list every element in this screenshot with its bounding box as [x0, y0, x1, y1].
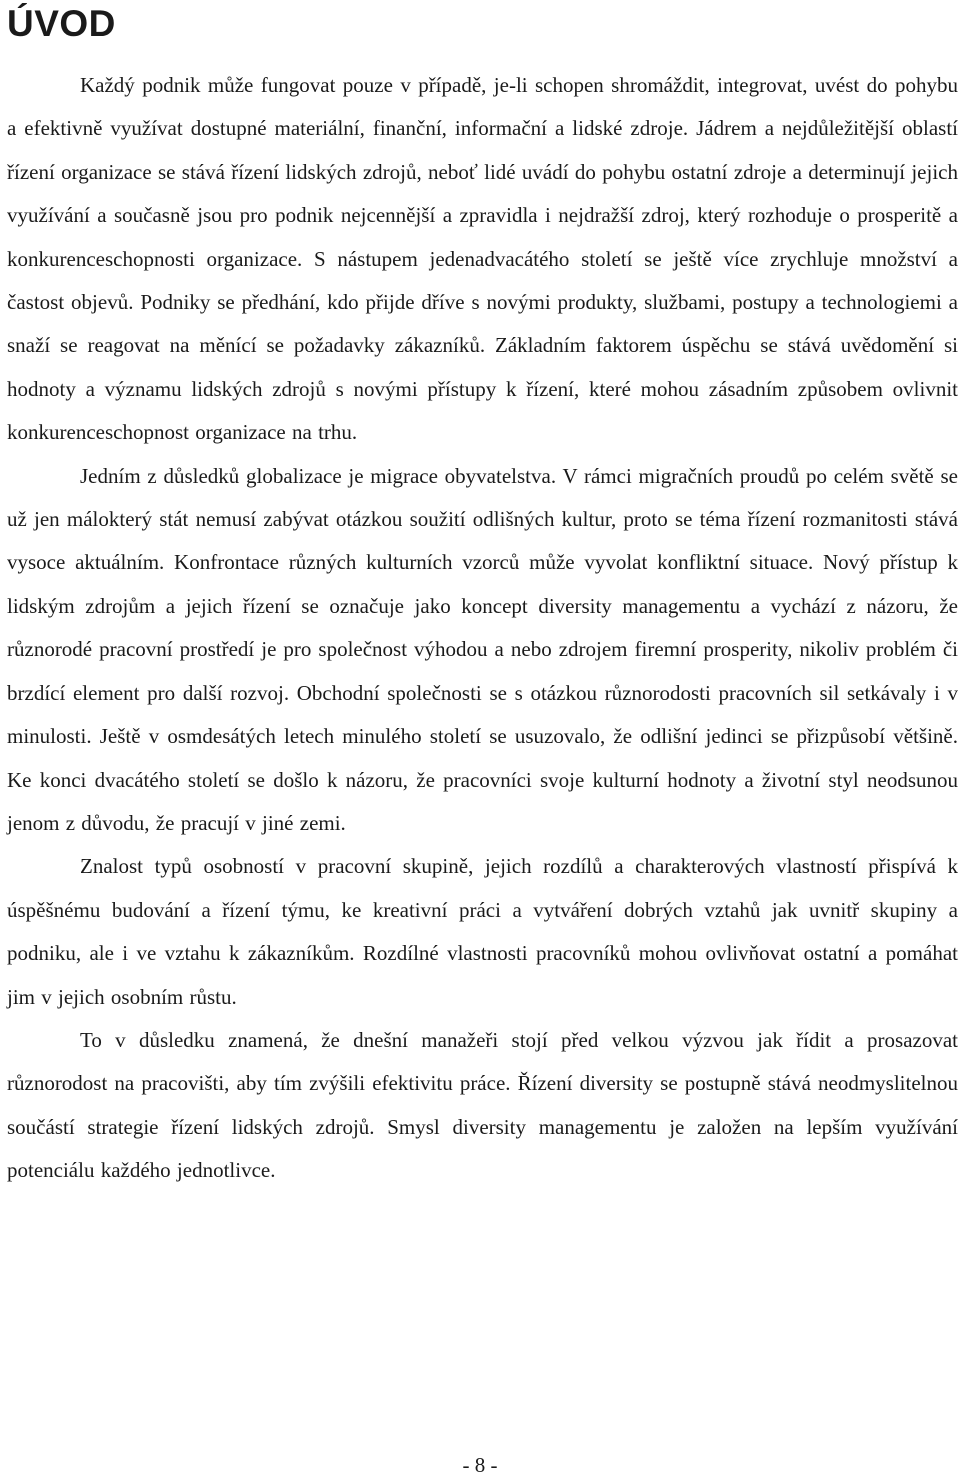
paragraph-2: Jedním z důsledků globalizace je migrace obyvatelstva. V rámci migračních proudů po celém světě se už jen málokterý stát nemusí zabývat otázkou soužití odlišných kultur, proto se téma řízení rozmanitosti stává vysoce aktuálním. Konfrontace různých kulturních vzorců může vyvolat konfliktní situace. Nový přístup k lidským zdrojům a jejich řízení se označuje jako koncept diversity managementu a vychází z názoru, že různorodé pracovní prostředí je pro společnost výhodou a nebo zdrojem firemní prosperity, nikoliv problém či brzdící element pro další rozvoj. Obchodní společnosti se s otázkou různorodosti pracovních sil setkávaly i v minulosti. Ještě v osmdesátých letech minulého století se usuzovalo, že odlišní jedinci se přizpůsobí většině. Ke konci dvacátého století se došlo k názoru, že pracovníci svoje kulturní hodnoty a životní styl neodsunou jenom z důvodu, že pracují v jiné zemi. — [7, 463, 958, 835]
section-heading: ÚVOD — [7, 3, 116, 44]
paragraph-3: Znalost typů osobností v pracovní skupině, jejich rozdílů a charakterových vlastností přispívá k úspěšnému budování a řízení týmu, ke kreativní práci a vytváření dobrých vztahů jak uvnitř skupiny a podniku, ale i ve vztahu k zákazníkům. Rozdílné vlastnosti pracovníků mohou ovlivňovat ostatní a pomáhat jim v jejich osobním růstu. — [7, 854, 958, 1009]
page-number: - 8 - — [462, 1453, 498, 1477]
body-text — [7, 64, 958, 1193]
paragraph-1: Každý podnik může fungovat pouze v případě, je-li schopen shromáždit, integrovat, uvést do pohybu a efektivně využívat dostupné materiální, finanční, informační a lidské zdroje. Jádrem a nejdůležitější oblastí řízení organizace se stává řízení lidských zdrojů, neboť lidé uvádí do pohybu ostatní zdroje a determinují jejich využívání a současně jsou pro podnik nejcennější a zpravidla i nejdražší zdroj, který rozhoduje o prosperitě a konkurenceschopnosti organizace. S nástupem jedenadvacátého století se ještě více zrychluje množství a častost objevů. Podniky se předhání, kdo přijde dříve s novými produkty, službami, postupy a technologiemi a snaží se reagovat na měnící se požadavky zákazníků. Základním faktorem úspěchu se stává uvědomění si hodnoty a významu lidských zdrojů s novými přístupy k řízení, které mohou zásadním způsobem ovlivnit konkurenceschopnost organizace na trhu. — [7, 73, 958, 445]
paragraph-4: To v důsledku znamená, že dnešní manažeři stojí před velkou výzvou jak řídit a prosazovat různorodost na pracovišti, aby tím zvýšili efektivitu práce. Řízení diversity se postupně stává neodmyslitelnou součástí strategie řízení lidských zdrojů. Smysl diversity managementu je založen na lepším využívání potenciálu každého jednotlivce. — [7, 1027, 958, 1183]
